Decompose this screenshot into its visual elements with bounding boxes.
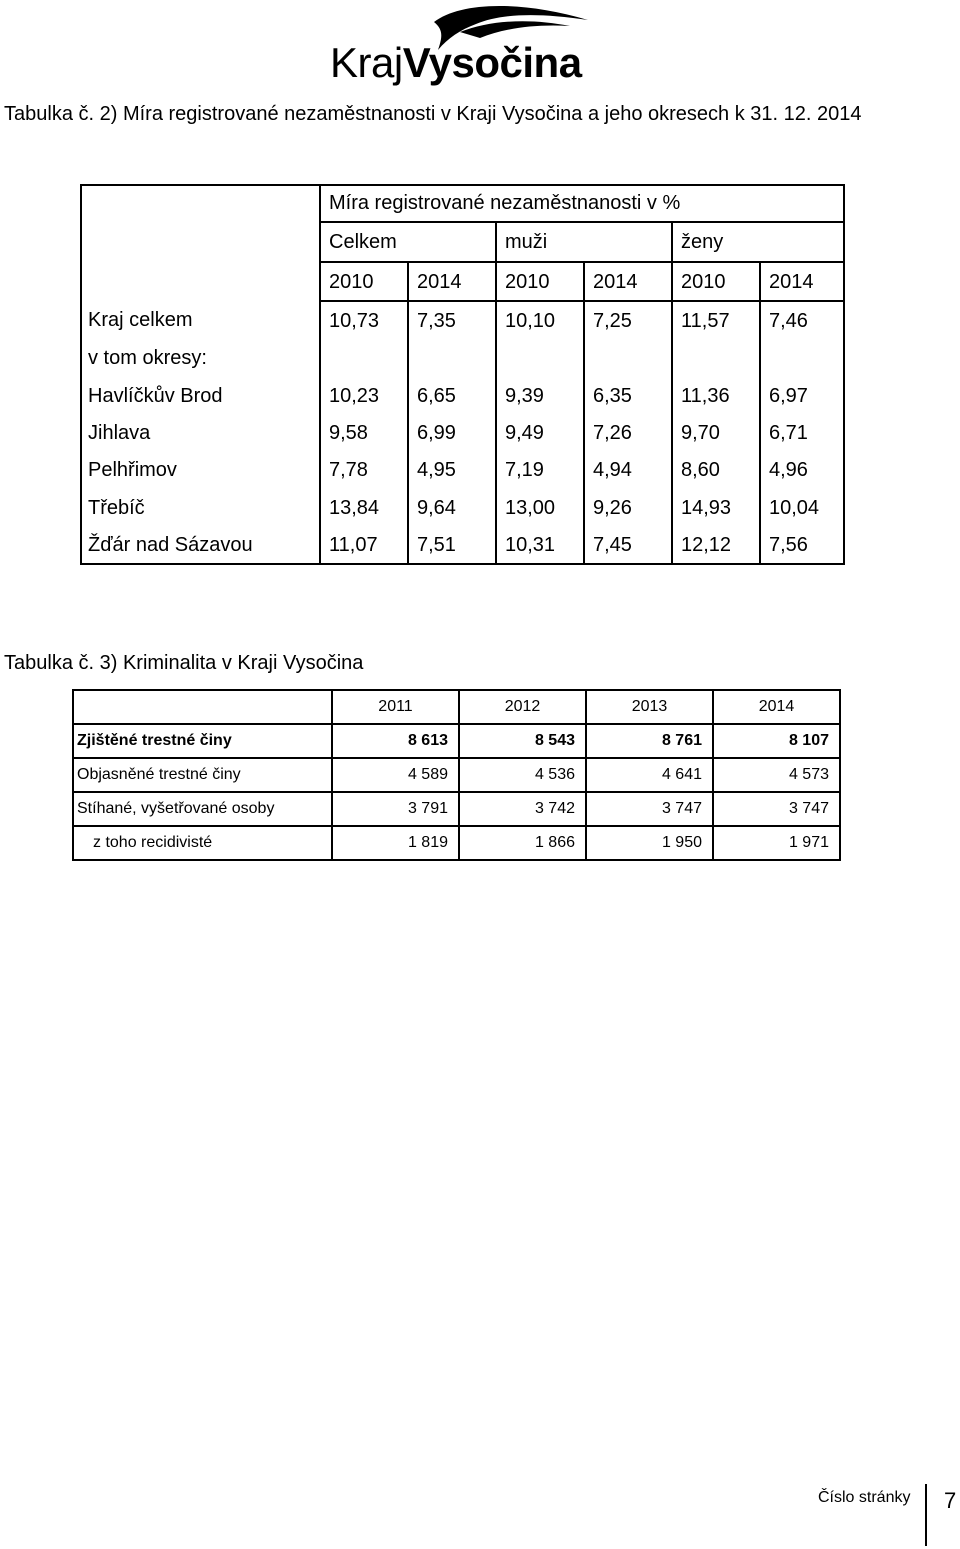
- table1-cell: 9,64: [408, 489, 496, 526]
- table1-cell: 4,96: [760, 452, 844, 489]
- table1-cell: 7,35: [408, 301, 496, 339]
- table2-caption: Tabulka č. 3) Kriminalita v Kraji Vysočina: [4, 652, 364, 674]
- table1-row-label: Třebíč: [80, 489, 320, 526]
- table2-cell: 4 641: [586, 758, 713, 792]
- table2-year-header: 2012: [459, 690, 586, 724]
- table1-cell: 8,60: [672, 452, 760, 489]
- table2-cell: 3 742: [459, 792, 586, 826]
- table1-cell: 4,94: [584, 452, 672, 489]
- table2-cell: 4 536: [459, 758, 586, 792]
- table1-corner: [80, 184, 320, 222]
- table2-year-header: 2013: [586, 690, 713, 724]
- table1-cell: 14,93: [672, 489, 760, 526]
- table2-cell: 1 819: [332, 826, 459, 860]
- table2-year-header: 2014: [713, 690, 840, 724]
- table1-group-header: Celkem: [320, 222, 496, 261]
- table1-cell: [320, 340, 408, 377]
- table1-cell: [760, 340, 844, 377]
- table1-row-label: Žďár nad Sázavou: [80, 527, 320, 564]
- table1-cell: 13,84: [329, 496, 380, 519]
- table2-header-row: [73, 690, 840, 724]
- table1-cell: 9,26: [584, 489, 672, 526]
- table1-cell: [408, 340, 496, 377]
- unemployment-table: [80, 184, 844, 564]
- table1-header-groups-row: [80, 222, 844, 261]
- table1-cell: 6,71: [760, 414, 844, 451]
- table2-cell: 3 747: [586, 792, 713, 826]
- table1-cell: 6,35: [584, 377, 672, 414]
- table1-cell: 7,26: [584, 414, 672, 451]
- table1-cell: 7,51: [408, 527, 496, 564]
- logo-text: [330, 40, 582, 86]
- table1-cell: 7,56: [760, 527, 844, 564]
- table1-cell: 7,45: [584, 527, 672, 564]
- table2-cell: 4 573: [713, 758, 840, 792]
- table1-cell: 10,73: [329, 309, 380, 332]
- table2-cell: 1 971: [713, 826, 840, 860]
- table2-cell: 1 866: [459, 826, 586, 860]
- table1-cell: [672, 340, 760, 377]
- table2-row: [73, 792, 840, 826]
- table1-cell: [584, 340, 672, 377]
- table2-cell: 8 613: [332, 724, 459, 758]
- table1-row: [80, 452, 844, 489]
- table1-year-header: 2010: [320, 262, 408, 301]
- table2-cell: 8 107: [713, 724, 840, 758]
- table1-row: [80, 377, 844, 414]
- table1-body: [80, 301, 844, 564]
- footer-divider: [925, 1484, 927, 1546]
- table2-row-label: Zjištěné trestné činy: [73, 724, 332, 758]
- table1-cell: 6,65: [408, 377, 496, 414]
- table1-group-header: ženy: [672, 222, 844, 261]
- table1-row: [80, 527, 844, 564]
- table1-header-title-row: [80, 184, 844, 222]
- table1-year-header: 2010: [672, 262, 760, 301]
- table1-cell: 4,95: [408, 452, 496, 489]
- table2-cell: 1 950: [586, 826, 713, 860]
- table1-row-label: Kraj celkem: [80, 301, 320, 339]
- table1-row: [80, 414, 844, 451]
- crime-table: [72, 689, 841, 861]
- table1-cell: 7,46: [760, 301, 844, 339]
- table1-cell: 9,49: [496, 414, 584, 451]
- table2-cell: 8 543: [459, 724, 586, 758]
- table1-cell: 10,31: [496, 527, 584, 564]
- table1-cell: 7,19: [496, 452, 584, 489]
- table1-cell: 11,57: [672, 301, 760, 339]
- table1-cell: 10,23: [329, 384, 380, 407]
- table1-row: [80, 301, 844, 339]
- table1-row-label: Jihlava: [80, 414, 320, 451]
- table1-header-years-row: [80, 262, 844, 301]
- table1-cell: 6,99: [408, 414, 496, 451]
- table1-cell: 9,58: [329, 422, 368, 445]
- table1-cell: [496, 340, 584, 377]
- table2-cell: 3 791: [332, 792, 459, 826]
- table1-row-label: Havlíčkův Brod: [80, 377, 320, 414]
- table2-row-label: Objasněné trestné činy: [73, 758, 332, 792]
- table2-body: [73, 724, 840, 860]
- logo-text-vysocina: Vysočina: [402, 39, 582, 86]
- table2-row: [73, 826, 840, 860]
- table1-cell: 7,25: [584, 301, 672, 339]
- table1-cell: 10,04: [760, 489, 844, 526]
- table1-row: [80, 340, 844, 377]
- table1-year-header: 2014: [584, 262, 672, 301]
- table2-row: [73, 724, 840, 758]
- table1-cell: 13,00: [496, 489, 584, 526]
- table1-row-label: v tom okresy:: [80, 340, 320, 377]
- table2-row-label: z toho recidivisté: [73, 826, 332, 860]
- table1-cell: 11,07: [329, 534, 378, 557]
- logo-text-kraj: Kraj: [330, 39, 403, 86]
- table1-cell: 12,12: [672, 527, 760, 564]
- table1-cell: 9,70: [672, 414, 760, 451]
- table2-cell: 3 747: [713, 792, 840, 826]
- table1-header-title: Míra registrované nezaměstnanosti v %: [320, 184, 844, 222]
- table1-group-header: muži: [496, 222, 672, 261]
- table2-row-label: Stíhané, vyšetřované osoby: [73, 792, 332, 826]
- table2-cell: 4 589: [332, 758, 459, 792]
- table2-corner: [73, 690, 332, 724]
- page-number: 7: [944, 1488, 957, 1513]
- table1-year-header: 2014: [760, 262, 844, 301]
- table1-caption: Tabulka č. 2) Míra registrované nezaměstnanosti v Kraji Vysočina a jeho okresech k 31. 12. 2014: [4, 103, 862, 125]
- table1-cell: 10,10: [496, 301, 584, 339]
- table1-year-header: 2010: [496, 262, 584, 301]
- table1-row-label: Pelhřimov: [80, 452, 320, 489]
- table1-cell: 11,36: [672, 377, 760, 414]
- table2-cell: 8 761: [586, 724, 713, 758]
- table1-cell: 6,97: [760, 377, 844, 414]
- table1-year-header: 2014: [408, 262, 496, 301]
- table2-year-header: 2011: [332, 690, 459, 724]
- table1-row: [80, 489, 844, 526]
- table1-cell: 9,39: [496, 377, 584, 414]
- page-number-label: Číslo stránky: [818, 1489, 911, 1506]
- table1-cell: 7,78: [329, 459, 368, 482]
- logo: [330, 2, 592, 90]
- table2-row: [73, 758, 840, 792]
